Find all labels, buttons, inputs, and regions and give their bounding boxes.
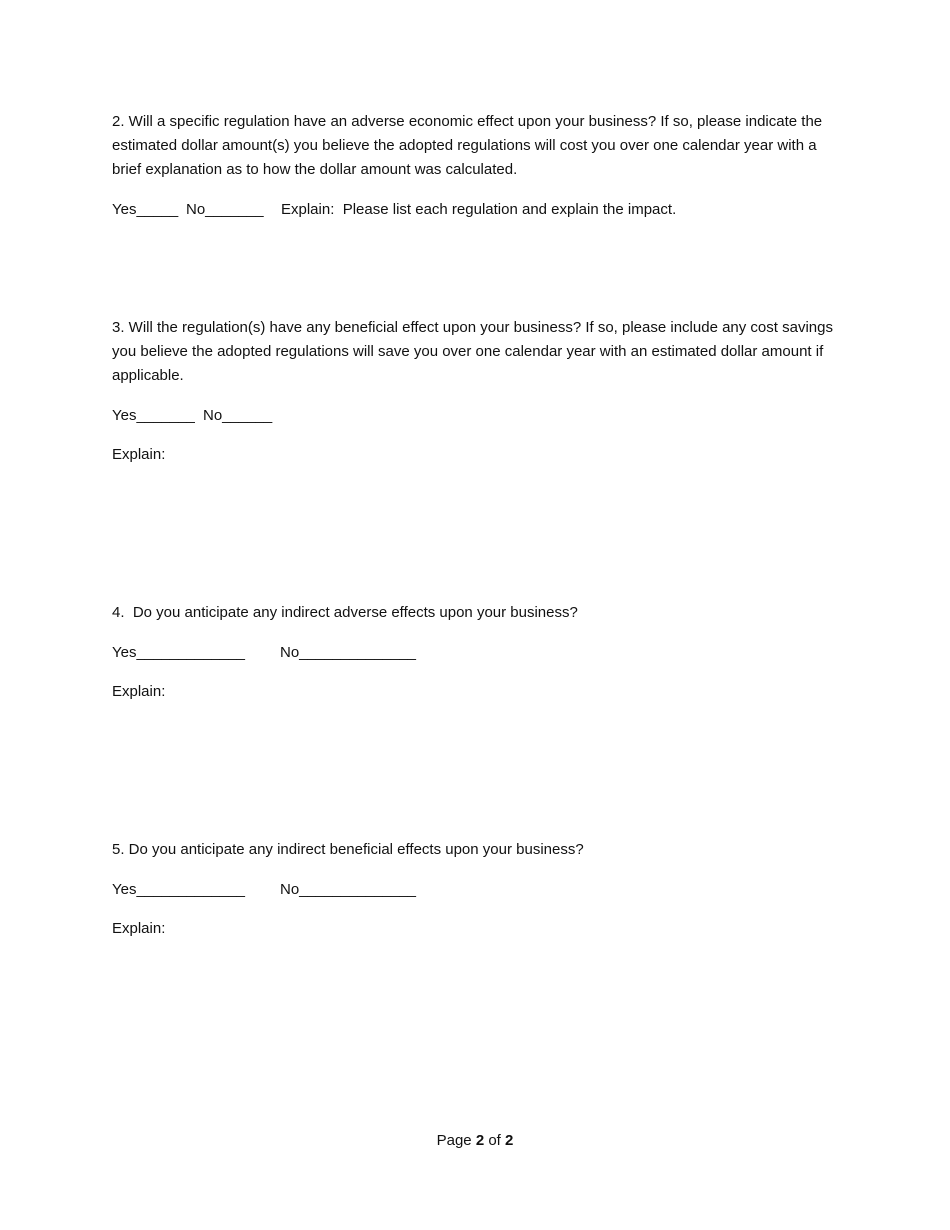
page-label: Page (436, 1132, 472, 1149)
question-5-yes-field[interactable]: Yes_____________ (112, 881, 245, 898)
question-4-explain-label: Explain: (112, 683, 166, 700)
question-2-explain-label: Explain: Please list each regulation and explain the impact. (281, 201, 677, 218)
question-2-text: 2. Will a specific regulation have an adverse economic effect upon your business? If so, please indicate the estimated dollar amount(s) you believe the adopted regulations will cost you over one calendar year with a brief explanation as to how the dollar amount was calculated. (112, 113, 823, 178)
question-3-explain-label: Explain: (112, 446, 166, 463)
page-footer (0, 1131, 950, 1151)
question-3-yes-field[interactable]: Yes_______ (112, 407, 195, 424)
current-page-number: 2 (475, 1132, 485, 1149)
question-4-yes-field[interactable]: Yes_____________ (112, 644, 245, 661)
total-pages-number: 2 (505, 1132, 514, 1149)
question-5-explain-label: Explain: (112, 920, 166, 937)
question-2-yes-field[interactable]: Yes_____ (112, 201, 179, 218)
question-3-text: 3. Will the regulation(s) have any beneficial effect upon your business? If so, please include any cost savings you believe the adopted regulations will save you over one calendar year with an estimated dollar amount if applicable. (112, 319, 833, 384)
question-4-text: 4. Do you anticipate any indirect adverse effects upon your business? (112, 604, 578, 621)
question-2-no-field[interactable]: No_______ (186, 201, 264, 218)
question-5-no-field[interactable]: No______________ (280, 881, 416, 898)
of-label: of (488, 1132, 501, 1149)
question-5-text: 5. Do you anticipate any indirect beneficial effects upon your business? (112, 841, 584, 858)
question-4-no-field[interactable]: No______________ (280, 644, 416, 661)
question-3-no-field[interactable]: No______ (203, 407, 273, 424)
